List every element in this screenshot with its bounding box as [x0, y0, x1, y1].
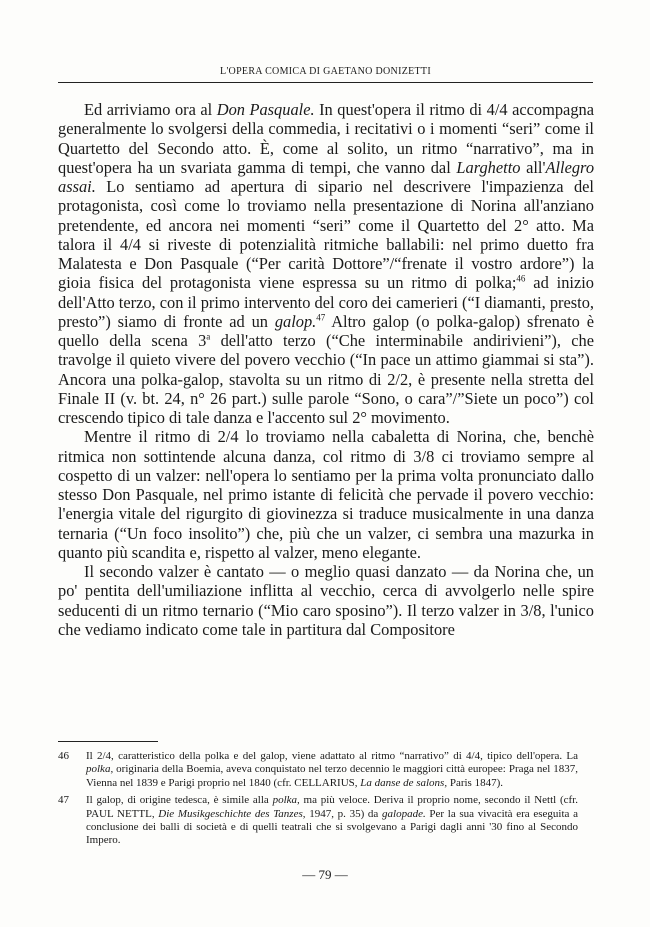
- page-number: — 79 —: [302, 867, 348, 882]
- italic-term: polka,: [272, 794, 300, 807]
- footnote-number: 46: [58, 750, 69, 762]
- text-run: Altro galop (o polka-galop) sfrenato è quello della scena 3: [58, 311, 594, 350]
- italic-term: polka,: [86, 763, 114, 776]
- footnote-ref-46[interactable]: 46: [516, 273, 526, 284]
- footnotes: [58, 750, 578, 852]
- superscript-ordinal: a: [206, 331, 211, 342]
- paragraph-1: [58, 100, 594, 427]
- italic-term: galop.: [274, 311, 317, 331]
- italic-title: La danse de salons,: [360, 776, 448, 789]
- footnote-text: [86, 794, 578, 848]
- footnote-ref-47[interactable]: 47: [316, 312, 326, 323]
- text-run: dell'atto terzo (“Che interminabile andirivieni”), che travolge il quieto vivere del povero vecchio (“In pace un attimo giammai si sta”). Ancora una polka-galop, stavolta su un ritmo di 2/2, è presente nella stretta del Finale II (v. bt. 24, n° 26 part.) sulle parole “Sono, o cara”/”Siete un poco”) col crescendo tipico di tale danza e l'accento sul 2° movimento.: [58, 331, 594, 427]
- header-rule: [58, 82, 593, 83]
- text-run: Per la sua vivacità era eseguita a conclusione dei balli di società e di quelli teatrali che si svolgevano a Parigi dagli anni '30 fino al Secondo Impero.: [86, 807, 578, 847]
- text-run: ad inizio dell'Atto terzo, con il primo intervento del coro dei camerieri (“I diamanti, presto, presto”) siamo di fronte ad un: [58, 273, 594, 331]
- paragraph-3: Il secondo valzer è cantato — o meglio quasi danzato — da Norina che, un po' pentita dell'umiliazione inflitta al vecchio, cerca di avvolgerlo nelle spire seducenti di un ritmo ternario (“Mio caro sposino”). Il terzo valzer in 3/8, l'unico che vediamo indicato come tale in partitura dal Compositore: [58, 562, 594, 639]
- footnote-rule: [58, 741, 158, 742]
- italic-term: Allegro assai.: [58, 157, 595, 196]
- text-run: Lo sentiamo ad apertura di sipario nel descrivere l'impazienza del protagonista, così come lo troviamo nella presentazione di Norina all'anziano pretendente, ed ancora nei momenti “seri” come il Quartetto del 2° atto. Ma talora il 4/4 si riveste di potenzialità ritmiche ballabili: nel primo duetto fra Malatesta e Don Pasquale (“Per carità Dottore”/“frenate il vostro ardore”) la gioia fisica del protagonista viene espressa su un ritmo di polka;: [58, 177, 594, 293]
- footnote-text: [86, 750, 578, 790]
- text-run: 1947, p. 35) da: [305, 807, 383, 820]
- italic-title: Die Musikgeschichte des Tanzes,: [158, 807, 306, 820]
- running-header: L'OPERA COMICA DI GAETANO DONIZETTI: [220, 66, 431, 77]
- text-run: Paris 1847).: [447, 776, 503, 789]
- text-run: Il 2/4, caratteristico della polka e del galop, viene adattato al ritmo “narrativo” di 4/4, tipico dell'opera. La: [86, 750, 578, 762]
- italic-term: galopade.: [382, 807, 426, 820]
- italic-term: Larghetto: [456, 157, 521, 177]
- text-run: Ed arriviamo ora al: [84, 100, 217, 119]
- italic-title: Don Pasquale.: [216, 100, 315, 119]
- paragraph-2: Mentre il ritmo di 2/4 lo troviamo nella cabaletta di Norina, che, benchè ritmica non sottintende alcuna danza, col ritmo di 3/8 ci troviamo sempre al cospetto di un valzer: nell'opera lo sentiamo per la prima volta pronunciato dallo stesso Don Pasquale, nel primo istante di felicità che pervade il povero vecchio: l'energia vitale del rigurgito di giovinezza si traduce musicalmente in una danza ternaria (“Un foco insolito”) che, più che un valzer, ci sembra una mazurka in quanto più scandita e, rispetto al valzer, meno elegante.: [58, 427, 594, 562]
- text-run: Il galop, di origine tedesca, è simile alla: [86, 794, 273, 807]
- footnote-46: [58, 750, 578, 790]
- footnote-47: [58, 794, 578, 848]
- text-run: all': [520, 157, 546, 177]
- main-text: [58, 100, 594, 639]
- footnote-number: 47: [58, 794, 69, 807]
- text-run: In quest'opera il ritmo di 4/4 accompagna generalmente lo svolgersi della commedia, i recitativi o i momenti “seri” come il Quartetto del Secondo atto. È, come al solito, un ritmo “narrativo”, ma in quest'opera ha un svariata gamma di tempi, che vanno dal: [58, 100, 594, 177]
- text-run: originaria della Boemia, aveva conquistato nel terzo decennio le maggiori città europee: Praga nel 1837, Vienna nel 1839 e Parigi proprio nel 1840 (cfr. CELLARIUS,: [86, 763, 578, 789]
- text-run: ma più veloce. Deriva il proprio nome, secondo il Nettl (cfr. PAUL NETTL,: [86, 794, 578, 820]
